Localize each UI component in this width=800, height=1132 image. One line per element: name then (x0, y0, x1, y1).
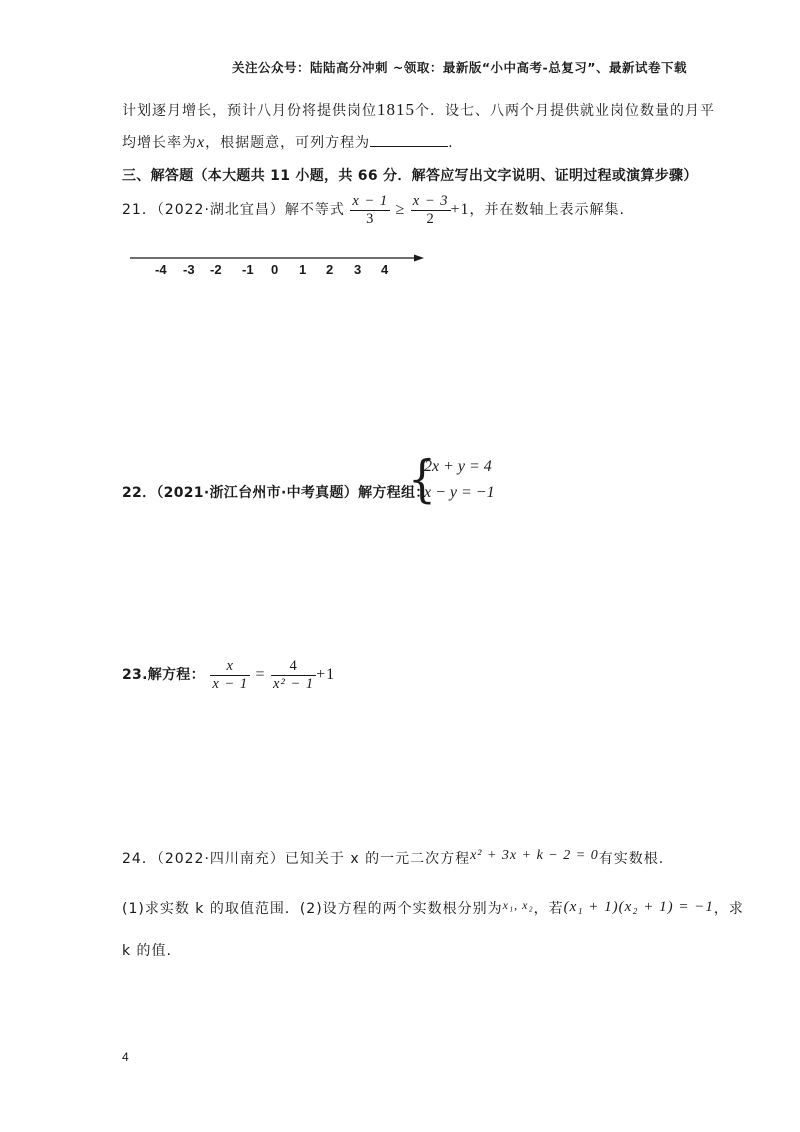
q21-suffix: ，并在数轴上表示解集. (469, 202, 625, 218)
question-22 (122, 482, 430, 502)
line1-pre: 计划逐月增长，预计八月份将提供岗位 (122, 103, 377, 119)
line2-post: ，根据题意，可列方程为 (205, 135, 371, 151)
q24-line2 (122, 898, 744, 918)
q23-rhs-num: 4 (271, 658, 316, 676)
q24-roots: x₁, x₂ (502, 898, 534, 912)
q24-part1: (1)求实数 k 的取值范围．(2)设方程的两个实数根分别为 (122, 901, 503, 917)
number-line (0, 0, 800, 300)
q24-equation: x² + 3x + k − 2 = 0 (470, 848, 599, 863)
q24-cond-post: ，求 (713, 901, 744, 917)
line1-post: 个．设七、八两个月提供就业岗位数量的月平 (415, 103, 715, 119)
q23-lhs-den: x − 1 (212, 675, 249, 692)
q23-prefix: 23.解方程： (122, 667, 205, 683)
page-header: 关注公众号：陆陆高分冲刺 ~领取：最新版“小中高考-总复习”、最新试卷下载 (232, 60, 687, 75)
line2-end: . (448, 135, 454, 151)
question-23 (122, 655, 335, 695)
q23-lhs-num: x (210, 658, 250, 676)
tick-label: -3 (183, 262, 195, 277)
tick-label: 0 (271, 262, 279, 277)
question-24 (122, 848, 664, 868)
q23-rhs-fraction (271, 658, 316, 693)
tick-label: 1 (299, 262, 307, 277)
q24-prefix: 24．（2022·四川南充）已知关于 x 的一元二次方程 (122, 851, 471, 867)
q24-condition: (x₁ + 1)(x₂ + 1) = −1 (563, 899, 714, 915)
number-line-axis (0, 0, 800, 300)
q22-equation-1: 2x + y = 4 (424, 458, 492, 475)
tick-label: 4 (381, 262, 389, 277)
q22-equation-2: x − y = −1 (424, 484, 495, 501)
left-brace-icon: { (408, 450, 436, 509)
tick-label: -4 (155, 262, 167, 277)
q23-tail: +1 (316, 666, 336, 683)
q24-suffix: 有实数根. (598, 851, 665, 867)
line2-pre: 均增长率为 (122, 135, 197, 151)
q24-line3: k 的值. (122, 943, 173, 959)
q23-equals: = (255, 666, 266, 683)
q21-frac2-den: 2 (426, 210, 435, 227)
tick-label: -1 (242, 262, 254, 277)
q21-frac1-den: 3 (366, 210, 375, 227)
q21-prefix: 21．（2022·湖北宜昌）解不等式 (122, 202, 345, 218)
variable-x: x (197, 134, 206, 151)
q21-op: ≥ (395, 201, 406, 218)
line1-number: 1815 (377, 100, 415, 119)
q22-prefix: 22．（2021·浙江台州市·中考真题）解方程组： (122, 485, 430, 501)
q21-frac1-num: x − 1 (352, 192, 389, 209)
tick-label: 2 (326, 262, 334, 277)
tick-label: 3 (354, 262, 362, 277)
q23-lhs-fraction (210, 658, 250, 693)
q23-rhs-den: x² − 1 (273, 675, 315, 692)
section-title: 三、解答题（本大题共 11 小题，共 66 分．解答应写出文字说明、证明过程或演算步骤） (122, 168, 698, 184)
q24-cond-pre: ，若 (533, 901, 564, 917)
q21-frac2-num: x − 3 (412, 192, 449, 209)
page-number: 4 (122, 1050, 129, 1064)
tick-label: -2 (210, 262, 222, 277)
q21-tail: +1 (450, 201, 470, 218)
